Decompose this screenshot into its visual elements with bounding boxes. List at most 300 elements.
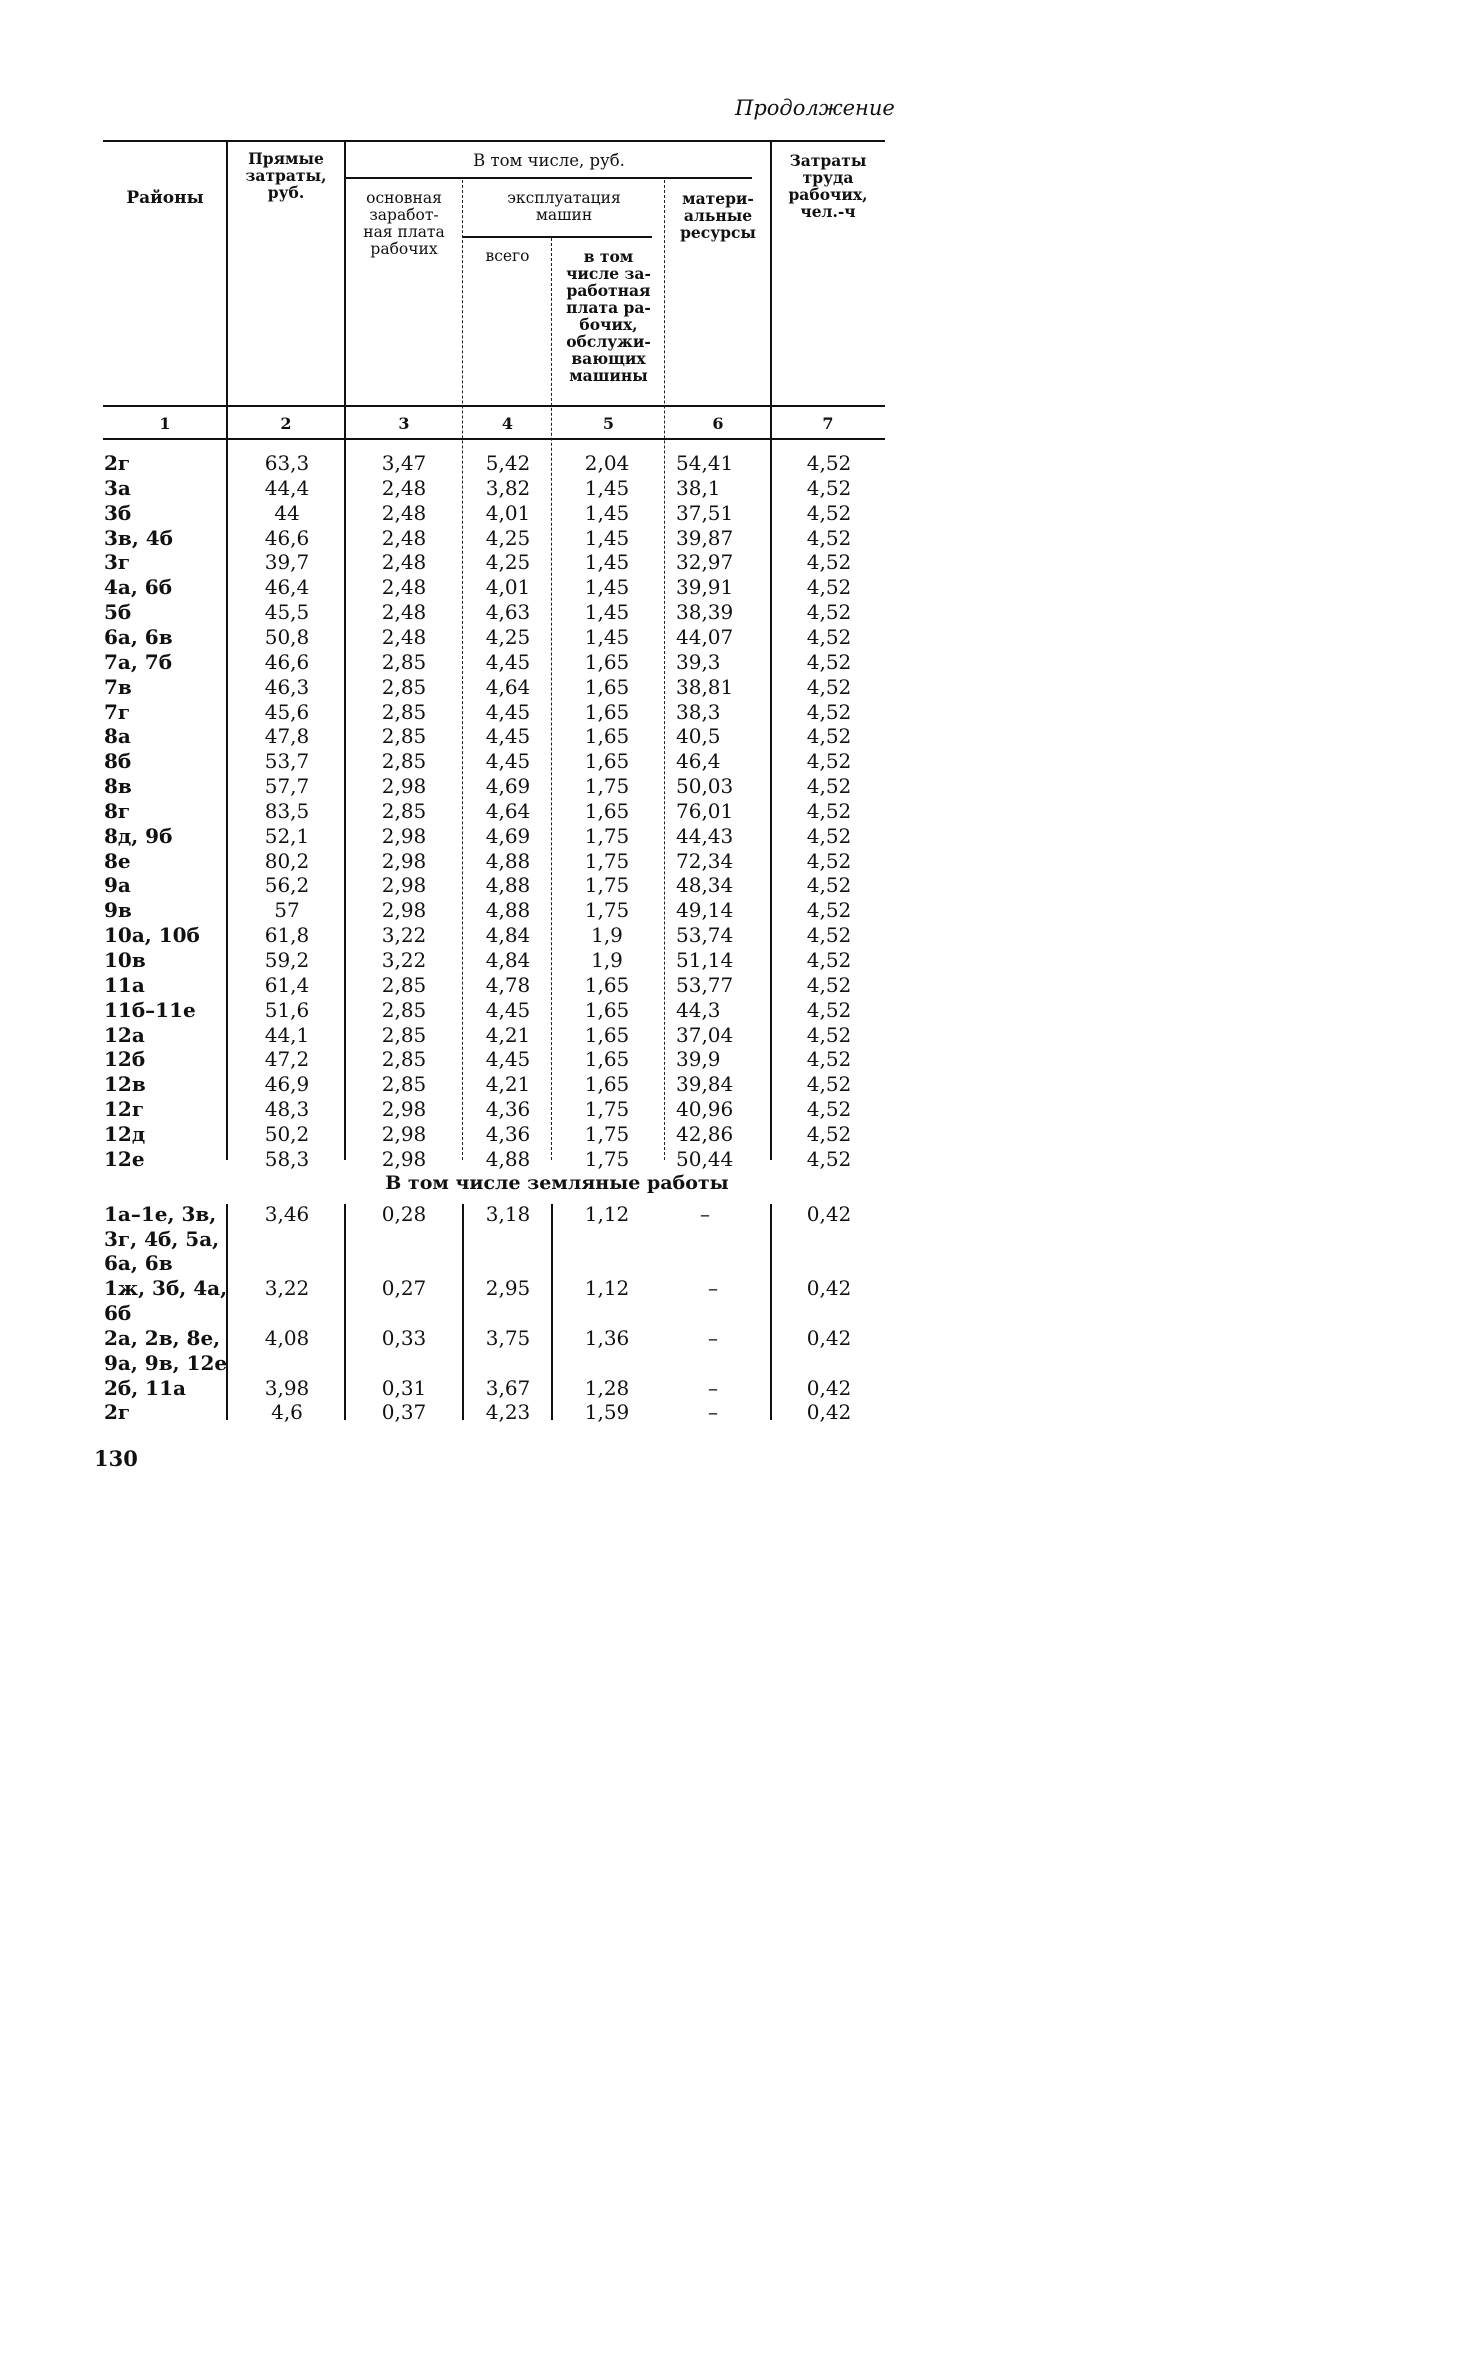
- region-label: 12е: [104, 1146, 145, 1171]
- region-label: 8д, 9б: [104, 823, 173, 848]
- machines-total-cell: 4,88: [485, 873, 531, 898]
- labor-cell: 4,52: [806, 798, 852, 823]
- table-row: [0, 774, 960, 799]
- labor-cell: 4,52: [806, 848, 852, 873]
- base-wage-cell: 2,48: [381, 550, 427, 575]
- direct-costs-cell: 52,1: [264, 823, 310, 848]
- machines-total-cell: 5,42: [485, 451, 531, 475]
- machines-total-cell: 4,25: [485, 624, 531, 649]
- operator-wage-cell: 1,45: [584, 475, 630, 500]
- operator-wage-cell: 1,75: [584, 1097, 630, 1122]
- region-label: 2г: [104, 1400, 131, 1424]
- header-line: в том: [583, 247, 634, 266]
- base-wage-cell: 2,98: [381, 873, 427, 898]
- table-row: [0, 575, 960, 600]
- column-number: 6: [712, 414, 724, 433]
- direct-costs-cell: 46,4: [264, 575, 310, 600]
- machines-total-cell: 4,64: [485, 674, 531, 699]
- continuation-label: Продолжение: [735, 96, 895, 120]
- base-wage-cell: 3,22: [381, 948, 427, 972]
- direct-costs-cell: 44,1: [264, 1022, 310, 1047]
- machines-total-cell: 3,18: [485, 1202, 531, 1226]
- region-label: 8б: [104, 749, 132, 774]
- machines-total-cell: 4,64: [485, 798, 531, 823]
- labor-cell: 0,42: [806, 1202, 852, 1226]
- direct-costs-cell: 39,7: [264, 550, 310, 575]
- labor-cell: 4,52: [806, 873, 852, 898]
- operator-wage-cell: 1,9: [591, 923, 623, 948]
- base-wage-cell: 2,48: [381, 575, 427, 600]
- header-line: плата ра-: [566, 298, 651, 317]
- base-wage-cell: 0,37: [381, 1400, 427, 1424]
- labor-cell: 4,52: [806, 1047, 852, 1072]
- direct-costs-cell: 4,6: [271, 1400, 303, 1424]
- direct-costs-cell: 58,3: [264, 1146, 310, 1171]
- region-label: 8г: [104, 798, 131, 823]
- labor-cell: 4,52: [806, 774, 852, 799]
- machines-total-cell: 4,84: [485, 923, 531, 948]
- direct-costs-cell: 83,5: [264, 798, 310, 823]
- header-line: рабочих: [370, 240, 438, 258]
- operator-wage-cell: 1,9: [591, 948, 623, 972]
- base-wage-cell: 2,48: [381, 500, 427, 525]
- labor-cell: 4,52: [806, 525, 852, 550]
- region-label: 9а: [104, 873, 131, 898]
- table-row: [0, 998, 960, 1023]
- direct-costs-cell: 46,6: [264, 649, 310, 674]
- operator-wage-cell: 1,65: [584, 1022, 630, 1047]
- base-wage-cell: 2,98: [381, 1121, 427, 1146]
- operator-wage-cell: 1,75: [584, 873, 630, 898]
- operator-wage-cell: 1,75: [584, 774, 630, 799]
- region-label: 3г: [104, 550, 131, 575]
- operator-wage-cell: 1,45: [584, 600, 630, 625]
- materials-cell: 39,3: [676, 649, 721, 674]
- machines-total-cell: 4,45: [485, 749, 531, 774]
- materials-cell: 38,1: [676, 475, 721, 500]
- materials-cell: 38,3: [676, 699, 721, 724]
- column-number: 3: [398, 414, 410, 433]
- region-label: 3а: [104, 475, 131, 500]
- operator-wage-cell: 1,12: [584, 1202, 630, 1226]
- operator-wage-cell: 1,45: [584, 575, 630, 600]
- operator-wage-cell: 1,59: [584, 1400, 630, 1424]
- operator-wage-cell: 1,65: [584, 749, 630, 774]
- table-row: [0, 675, 960, 700]
- table-row: [0, 898, 960, 923]
- labor-cell: 4,52: [806, 699, 852, 724]
- region-label: 11а: [104, 972, 145, 997]
- direct-costs-cell: 4,08: [264, 1326, 310, 1350]
- region-label: 9в: [104, 898, 132, 923]
- machines-total-cell: 4,45: [485, 699, 531, 724]
- operator-wage-cell: 1,65: [584, 972, 630, 997]
- machines-total-cell: 4,25: [485, 525, 531, 550]
- machines-total-cell: 4,63: [485, 600, 531, 625]
- base-wage-cell: 2,85: [381, 997, 427, 1022]
- table-row: [0, 973, 960, 998]
- machines-total-cell: 4,36: [485, 1121, 531, 1146]
- operator-wage-cell: 1,65: [584, 674, 630, 699]
- materials-cell: 40,5: [676, 724, 721, 749]
- region-label: 8в: [104, 774, 132, 799]
- materials-cell: –: [708, 1400, 718, 1424]
- column-number: 1: [159, 414, 171, 433]
- table-row: [0, 451, 960, 476]
- table-row: [0, 550, 960, 575]
- region-label: 10в: [104, 948, 146, 972]
- table-top-rule: [103, 140, 885, 142]
- labor-cell: 4,52: [806, 749, 852, 774]
- column-number: 5: [602, 414, 615, 433]
- base-wage-cell: 3,22: [381, 923, 427, 948]
- table-row: [0, 948, 960, 973]
- machines-total-cell: 4,88: [485, 898, 531, 923]
- base-wage-cell: 2,85: [381, 649, 427, 674]
- table-row: [0, 526, 960, 551]
- earthworks-row: [0, 1202, 960, 1276]
- direct-costs-cell: 44,4: [264, 475, 310, 500]
- machines-total-cell: 4,45: [485, 997, 531, 1022]
- table-row: [0, 799, 960, 824]
- machines-total-cell: 4,01: [485, 575, 531, 600]
- materials-cell: –: [708, 1276, 718, 1300]
- direct-costs-cell: 61,4: [264, 972, 310, 997]
- header-line: эксплуатация: [507, 189, 621, 207]
- direct-costs-cell: 57: [274, 898, 300, 923]
- column-number: 2: [280, 414, 292, 433]
- table-row: [0, 1122, 960, 1147]
- materials-cell: 38,81: [676, 674, 734, 699]
- labor-cell: 4,52: [806, 1146, 852, 1171]
- materials-cell: 46,4: [676, 749, 721, 774]
- region-label: 10а, 10б: [104, 923, 200, 948]
- table-row: [0, 1023, 960, 1048]
- operator-wage-cell: 1,65: [584, 1047, 630, 1072]
- direct-costs-cell: 3,98: [264, 1376, 310, 1400]
- table-row: [0, 650, 960, 675]
- table-row: [0, 1072, 960, 1097]
- materials-cell: 39,87: [676, 525, 734, 550]
- base-wage-cell: 2,98: [381, 774, 427, 799]
- base-wage-cell: 2,85: [381, 798, 427, 823]
- operator-wage-cell: 1,45: [584, 624, 630, 649]
- base-wage-cell: 2,98: [381, 848, 427, 873]
- header-regions: Районы: [126, 188, 204, 208]
- operator-wage-cell: 1,65: [584, 699, 630, 724]
- materials-cell: 54,41: [676, 451, 734, 475]
- labor-cell: 0,42: [806, 1326, 852, 1350]
- materials-cell: 39,84: [676, 1072, 734, 1097]
- operator-wage-cell: 1,75: [584, 1146, 630, 1171]
- materials-cell: 38,39: [676, 600, 734, 625]
- base-wage-cell: 0,31: [381, 1376, 427, 1400]
- labor-cell: 0,42: [806, 1276, 852, 1300]
- base-wage-cell: 2,48: [381, 525, 427, 550]
- direct-costs-cell: 3,22: [264, 1276, 310, 1300]
- materials-cell: –: [708, 1376, 718, 1400]
- header-machines-total: всего: [485, 247, 530, 265]
- direct-costs-cell: 59,2: [264, 948, 310, 972]
- machines-total-cell: 2,95: [485, 1276, 531, 1300]
- operator-wage-cell: 2,04: [584, 451, 630, 475]
- header-line: обслужи-: [566, 332, 651, 351]
- materials-cell: 50,03: [676, 774, 734, 799]
- materials-cell: 53,74: [676, 923, 734, 948]
- labor-cell: 4,52: [806, 1072, 852, 1097]
- materials-cell: 44,43: [676, 823, 734, 848]
- operator-wage-cell: 1,75: [584, 898, 630, 923]
- machines-total-cell: 4,21: [485, 1072, 531, 1097]
- operator-wage-cell: 1,36: [584, 1326, 630, 1350]
- base-wage-cell: 2,85: [381, 699, 427, 724]
- header-group: В том числе, руб.: [473, 151, 625, 170]
- header-line: бочих,: [579, 315, 638, 334]
- direct-costs-cell: 46,9: [264, 1072, 310, 1097]
- materials-cell: 76,01: [676, 798, 734, 823]
- machines-total-cell: 3,82: [485, 475, 531, 500]
- header-line: ная плата: [363, 223, 445, 241]
- numbers-bottom-rule: [103, 438, 885, 440]
- header-materials: [666, 190, 770, 241]
- table-row: [0, 1047, 960, 1072]
- operator-wage-cell: 1,28: [584, 1376, 630, 1400]
- materials-cell: 37,04: [676, 1022, 734, 1047]
- table-row: [0, 749, 960, 774]
- table-row: [0, 625, 960, 650]
- header-machines: [464, 190, 664, 224]
- region-label: 1ж, 3б, 4а, 6б: [104, 1276, 228, 1325]
- column-number: 7: [822, 414, 834, 433]
- header-line: рабочих,: [788, 185, 868, 204]
- direct-costs-cell: 46,3: [264, 674, 310, 699]
- region-label: 12б: [104, 1047, 146, 1072]
- direct-costs-cell: 51,6: [264, 997, 310, 1022]
- header-machine-operator-wage: [553, 248, 664, 384]
- machines-total-cell: 4,45: [485, 649, 531, 674]
- operator-wage-cell: 1,75: [584, 1121, 630, 1146]
- materials-cell: 40,96: [676, 1097, 734, 1122]
- direct-costs-cell: 45,5: [264, 600, 310, 625]
- operator-wage-cell: 1,65: [584, 798, 630, 823]
- operator-wage-cell: 1,45: [584, 500, 630, 525]
- direct-costs-cell: 53,7: [264, 749, 310, 774]
- header-line: чел.-ч: [800, 202, 856, 221]
- labor-cell: 4,52: [806, 500, 852, 525]
- materials-cell: –: [708, 1326, 718, 1350]
- direct-costs-cell: 48,3: [264, 1097, 310, 1122]
- operator-wage-cell: 1,75: [584, 823, 630, 848]
- machines-total-cell: 4,45: [485, 724, 531, 749]
- machines-total-cell: 4,69: [485, 823, 531, 848]
- materials-cell: 51,14: [676, 948, 734, 972]
- machines-total-cell: 4,78: [485, 972, 531, 997]
- base-wage-cell: 2,98: [381, 898, 427, 923]
- region-label: 12а: [104, 1022, 145, 1047]
- base-wage-cell: 2,85: [381, 1022, 427, 1047]
- direct-costs-cell: 63,3: [264, 451, 310, 475]
- materials-cell: 37,51: [676, 500, 734, 525]
- region-label: 2г: [104, 451, 131, 475]
- base-wage-cell: 2,48: [381, 475, 427, 500]
- base-wage-cell: 0,27: [381, 1276, 427, 1300]
- operator-wage-cell: 1,65: [584, 649, 630, 674]
- machines-rule: [462, 236, 652, 238]
- labor-cell: 4,52: [806, 475, 852, 500]
- table-row: [0, 1147, 960, 1172]
- region-label: 12в: [104, 1072, 146, 1097]
- table-row: [0, 476, 960, 501]
- header-direct-costs: [228, 150, 344, 201]
- base-wage-cell: 0,28: [381, 1202, 427, 1226]
- table-row: [0, 700, 960, 725]
- table-row: [0, 1097, 960, 1122]
- machines-total-cell: 4,25: [485, 550, 531, 575]
- base-wage-cell: 2,85: [381, 1047, 427, 1072]
- direct-costs-cell: 47,8: [264, 724, 310, 749]
- header-line: руб.: [267, 183, 305, 202]
- base-wage-cell: 0,33: [381, 1326, 427, 1350]
- header-line: работная: [566, 281, 651, 300]
- direct-costs-cell: 56,2: [264, 873, 310, 898]
- header-line: Прямые: [248, 149, 324, 168]
- table-row: [0, 501, 960, 526]
- base-wage-cell: 2,98: [381, 1146, 427, 1171]
- materials-cell: 49,14: [676, 898, 734, 923]
- labor-cell: 4,52: [806, 451, 852, 475]
- labor-cell: 4,52: [806, 624, 852, 649]
- direct-costs-cell: 45,6: [264, 699, 310, 724]
- machines-total-cell: 3,67: [485, 1376, 531, 1400]
- page-number: 130: [94, 1446, 138, 1471]
- operator-wage-cell: 1,12: [584, 1276, 630, 1300]
- region-label: 2б, 11а: [104, 1376, 186, 1400]
- region-label: 2а, 2в, 8е, 9а, 9в, 12е: [104, 1326, 228, 1375]
- table-row: [0, 873, 960, 898]
- region-label: 3в, 4б: [104, 525, 173, 550]
- region-label: 12д: [104, 1121, 146, 1146]
- region-label: 8а: [104, 724, 131, 749]
- base-wage-cell: 2,48: [381, 600, 427, 625]
- materials-cell: 53,77: [676, 972, 734, 997]
- base-wage-cell: 2,98: [381, 823, 427, 848]
- machines-total-cell: 4,45: [485, 1047, 531, 1072]
- region-label: 6а, 6в: [104, 624, 173, 649]
- base-wage-cell: 3,47: [381, 451, 427, 475]
- machines-total-cell: 4,88: [485, 848, 531, 873]
- region-label: 7г: [104, 699, 131, 724]
- base-wage-cell: 2,98: [381, 1097, 427, 1122]
- header-line: матери-: [682, 189, 754, 208]
- base-wage-cell: 2,48: [381, 624, 427, 649]
- table-row: [0, 600, 960, 625]
- column-number: 4: [501, 414, 514, 433]
- machines-total-cell: 4,23: [485, 1400, 531, 1424]
- header-bottom-rule: [103, 405, 885, 407]
- region-label: 4а, 6б: [104, 575, 173, 600]
- labor-cell: 0,42: [806, 1376, 852, 1400]
- labor-cell: 0,42: [806, 1400, 852, 1424]
- base-wage-cell: 2,85: [381, 972, 427, 997]
- machines-total-cell: 4,84: [485, 948, 531, 972]
- earthworks-row: [0, 1276, 960, 1326]
- region-label: 12г: [104, 1097, 145, 1122]
- materials-cell: 48,34: [676, 873, 734, 898]
- materials-cell: 39,91: [676, 575, 734, 600]
- direct-costs-cell: 47,2: [264, 1047, 310, 1072]
- region-label: 5б: [104, 600, 132, 625]
- header-line: вающих: [571, 349, 646, 368]
- earthworks-row: [0, 1400, 960, 1425]
- operator-wage-cell: 1,75: [584, 848, 630, 873]
- labor-cell: 4,52: [806, 823, 852, 848]
- labor-cell: 4,52: [806, 674, 852, 699]
- header-line: основная: [366, 189, 442, 207]
- header-line: машин: [535, 206, 593, 224]
- table-row: [0, 923, 960, 948]
- direct-costs-cell: 3,46: [264, 1202, 310, 1226]
- earthworks-row: [0, 1376, 960, 1401]
- header-line: машины: [569, 366, 648, 385]
- machines-total-cell: 4,36: [485, 1097, 531, 1122]
- region-label: 7в: [104, 674, 132, 699]
- table-row: [0, 849, 960, 874]
- table-row: [0, 724, 960, 749]
- direct-costs-cell: 46,6: [264, 525, 310, 550]
- labor-cell: 4,52: [806, 948, 852, 972]
- labor-cell: 4,52: [806, 1121, 852, 1146]
- labor-cell: 4,52: [806, 997, 852, 1022]
- labor-cell: 4,52: [806, 898, 852, 923]
- region-label: 7а, 7б: [104, 649, 173, 674]
- header-base-wage: [346, 190, 462, 258]
- labor-cell: 4,52: [806, 600, 852, 625]
- direct-costs-cell: 61,8: [264, 923, 310, 948]
- operator-wage-cell: 1,45: [584, 550, 630, 575]
- labor-cell: 4,52: [806, 724, 852, 749]
- base-wage-cell: 2,85: [381, 674, 427, 699]
- materials-cell: 50,44: [676, 1146, 734, 1171]
- region-label: 3б: [104, 500, 132, 525]
- earthworks-row: [0, 1326, 960, 1376]
- materials-cell: 44,3: [676, 997, 721, 1022]
- header-line: ресурсы: [680, 223, 756, 242]
- table-row: [0, 824, 960, 849]
- direct-costs-cell: 57,7: [264, 774, 310, 799]
- materials-cell: 32,97: [676, 550, 734, 575]
- machines-total-cell: 3,75: [485, 1326, 531, 1350]
- direct-costs-cell: 44: [274, 500, 300, 525]
- materials-cell: 42,86: [676, 1121, 734, 1146]
- region-label: 11б–11е: [104, 997, 196, 1022]
- labor-cell: 4,52: [806, 972, 852, 997]
- region-label: 8е: [104, 848, 131, 873]
- header-line: заработ-: [369, 206, 439, 224]
- labor-cell: 4,52: [806, 649, 852, 674]
- machines-total-cell: 4,88: [485, 1146, 531, 1171]
- base-wage-cell: 2,85: [381, 1072, 427, 1097]
- header-line: труда: [802, 168, 854, 187]
- materials-cell: 39,9: [676, 1047, 721, 1072]
- header-line: Затраты: [789, 151, 867, 170]
- earthworks-title: В том числе земляные работы: [385, 1172, 729, 1194]
- group-rule: [346, 177, 752, 179]
- materials-cell: 44,07: [676, 624, 734, 649]
- materials-cell: 72,34: [676, 848, 734, 873]
- machines-total-cell: 4,21: [485, 1022, 531, 1047]
- base-wage-cell: 2,85: [381, 749, 427, 774]
- region-label: 1а–1е, 3в, 3г, 4б, 5а, 6а, 6в: [104, 1202, 220, 1275]
